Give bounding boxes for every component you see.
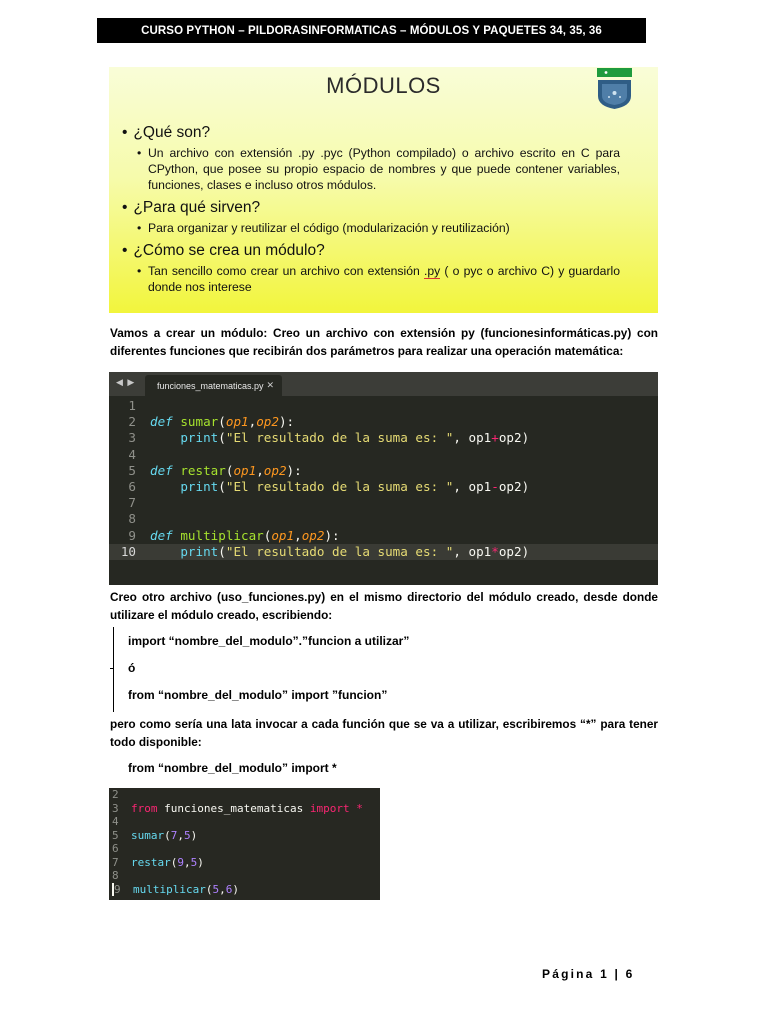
code-line: 7 [128,495,136,511]
import-from-line: from “nombre_del_modulo” import ”funcion” [128,688,388,702]
import-or: ó [128,661,136,675]
slide-answer: • Un archivo con extensión .py .pyc (Python compilado) o archivo escrito en C para CPython, que posee su propio espacio de nombres y que puede contener variables, funciones, clases e incluso otros módulos. [137,146,620,192]
code-line: 2 def sumar(op1,op2): [128,414,295,430]
code-line: 4 [128,446,136,462]
slide-answer: • Tan sencillo como crear un archivo con extensión .py ( o pyc o archivo C) y guardarlo donde nos interese [137,264,621,294]
import-line: import “nombre_del_modulo”.”funcion a utilizar” [128,634,410,648]
code-line: 5 sumar(7,5) [112,828,198,842]
code-line: 7 restar(9,5) [112,855,204,869]
highlighted-extension: .py [423,264,441,278]
shield-logo-icon [597,68,632,110]
code-line: 3 from funciones_matematicas import * [112,801,363,815]
slide-bullet-list [122,124,620,301]
code-line: 9 def multiplicar(op1,op2): [128,527,340,543]
page-number: Página 1 | 6 [542,967,635,981]
code-editor-screenshot [109,372,658,585]
import-bracket [113,627,114,712]
intro-paragraph: Vamos a crear un módulo: Creo un archivo con extensión py (funcionesinformáticas.py) con diferentes funciones que recibirán dos parámetros para realizar una operación matemática: [110,326,658,358]
code-line: 3 print("El resultado de la suma es: ", op1+op2) [128,430,530,446]
code-line: 2 [112,788,119,801]
slide-question: • ¿Para qué sirven? [122,199,261,216]
code-snippet-screenshot [109,788,380,900]
third-paragraph: pero como sería una lata invocar a cada función que se va a utilizar, escribiremos “*” para tener todo disponible: [110,717,658,749]
import-all-line: from “nombre_del_modulo” import * [128,761,337,775]
close-icon: ✕ [266,380,274,390]
code-line: 6 print("El resultado de la suma es: ", op1-op2) [128,478,530,494]
import-bracket-tick [110,668,114,669]
slide-image [109,67,658,313]
slide-title: MÓDULOS [326,73,441,98]
code-line: 4 [112,815,119,828]
code-line: 10 print("El resultado de la suma es: ", op1*op2) [109,544,658,560]
code-lines [109,398,658,560]
code-line: 8 [128,511,136,527]
slide-question: • ¿Cómo se crea un módulo? [122,242,325,259]
editor-tab: funciones_matematicas.py ✕ [145,375,282,396]
code-line: 5 def restar(op1,op2): [128,462,302,478]
header-title: CURSO PYTHON – PILDORASINFORMATICAS – MÓDULOS Y PAQUETES 34, 35, 36 [141,24,602,37]
editor-tab-bar [109,372,658,396]
code-line: 6 [112,842,119,855]
tab-nav-arrows-icon: ◀ ▶ [116,377,136,387]
code-line: 8 [112,869,119,882]
slide-question: • ¿Qué son? [122,124,211,141]
code-line: 1 [128,398,136,413]
code-line: 9 multiplicar(5,6) [114,882,239,896]
second-paragraph: Creo otro archivo (uso_funciones.py) en el mismo directorio del módulo creado, desde donde utilizare el módulo creado, escribiendo: [110,590,658,622]
slide-answer: • Para organizar y reutilizar el código (modularización y reutilización) [137,221,510,235]
document-header [97,18,646,43]
